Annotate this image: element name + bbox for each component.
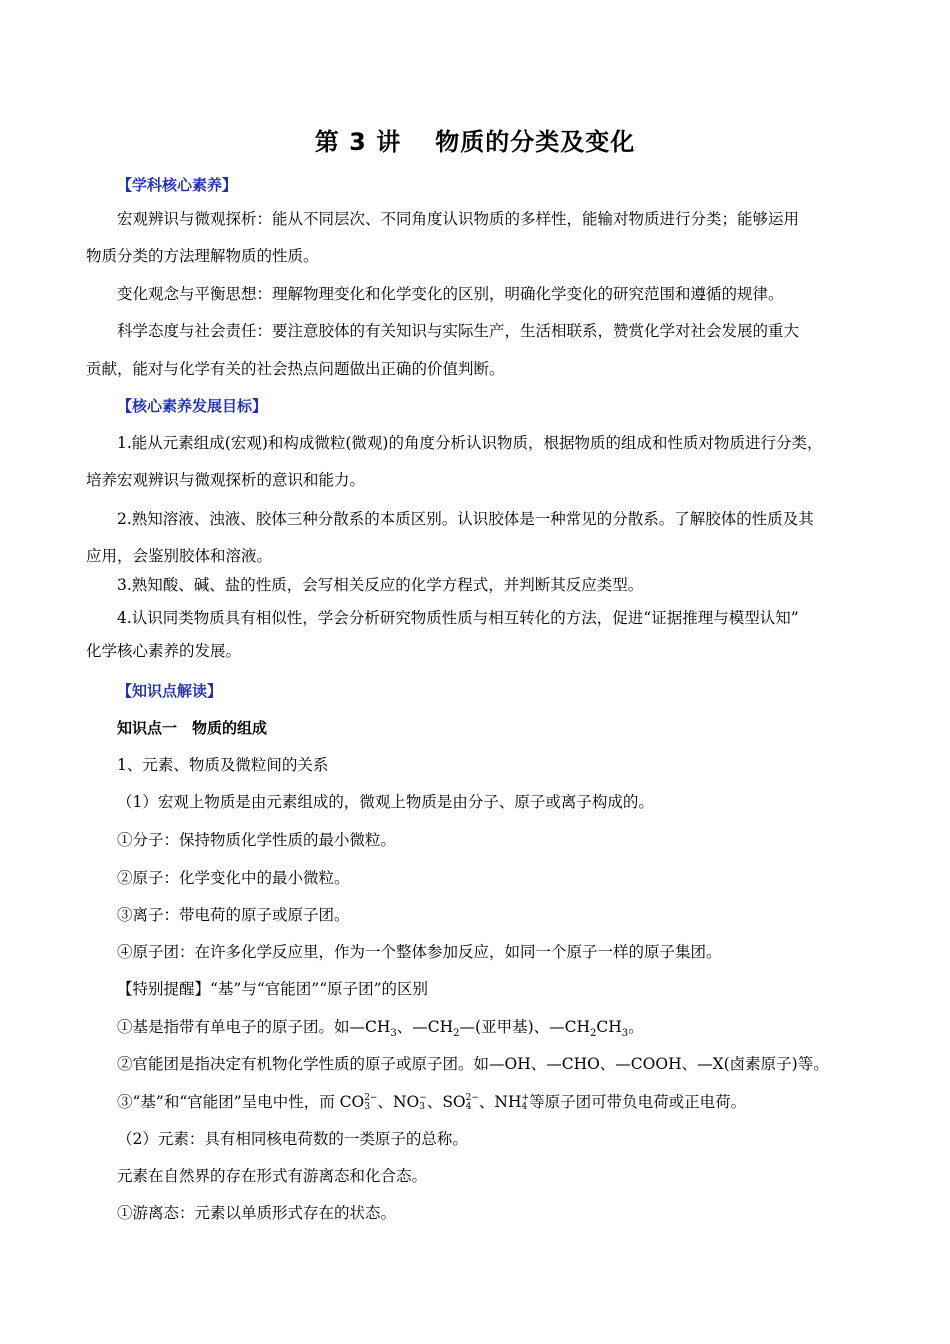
core-literacy-p2: 变化观念与平衡思想：理解物理变化和化学变化的区别，明确化学变化的研究范围和遵循的规律。 (117, 285, 784, 303)
knowledge-item-2: （2）元素：具有相同核电荷数的一类原子的总称。 (117, 1130, 468, 1148)
tip-1-sub-2: 2 (453, 1028, 460, 1040)
nitrate-ion-charge: − 3 (419, 1093, 427, 1112)
lecture-topic: 物质的分类及变化 (435, 128, 636, 156)
goal-3: 3.熟知酸、碱、盐的性质，会写相关反应的化学方程式，并判断其反应类型。 (117, 576, 644, 594)
tip-1-sub-1: 3 (390, 1028, 397, 1040)
tip-line-3 (117, 1090, 746, 1114)
ammonium-ion-charge: + 4 (521, 1093, 530, 1112)
tip-1-sub-3: 2 (590, 1028, 597, 1040)
tip-3-text-a: ③“基”和“官能团”呈电中性，而 CO (117, 1093, 365, 1111)
tip-3-text-b: 、NO (377, 1093, 420, 1111)
page-title (0, 122, 950, 157)
goal-1-line2: 培养宏观辨识与微观探析的意识和能力。 (86, 471, 366, 489)
core-literacy-p3-line1: 科学态度与社会责任：要注意胶体的有关知识与实际生产，生活相联系，赞赏化学对社会发展的重大 (117, 322, 800, 340)
goal-1-line1: 1.能从元素组成(宏观)和构成微粒(微观)的角度分析认识物质，根据物质的组成和性质对物质进行分类， (117, 434, 823, 452)
tip-1-sub-4: 3 (621, 1028, 629, 1040)
goal-2-line2: 应用，会鉴别胶体和溶液。 (86, 547, 273, 565)
knowledge-c3: ③离子：带电荷的原子或原子团。 (117, 906, 350, 924)
tip-line-2: ②官能团是指决定有机物化学性质的原子或原子团。如—OH、—CHO、—COOH、—X(卤素原子)等。 (117, 1055, 829, 1073)
core-literacy-p1-line1: 宏观辨识与微观探析：能从不同层次、不同角度认识物质的多样性，能输对物质进行分类；能够运用 (117, 210, 800, 228)
tip-1-text-a: ①基是指带有单电子的原子团。如—CH (117, 1018, 391, 1036)
knowledge-sub-1: 1、元素、物质及微粒间的关系 (117, 756, 329, 774)
goal-2-line1: 2.熟知溶液、浊液、胶体三种分散系的本质区别。认识胶体是一种常见的分散系。了解胶体的性质及其 (117, 510, 814, 528)
free-state: ①游离态：元素以单质形式存在的状态。 (117, 1204, 397, 1222)
knowledge-c1: ①分子：保持物质化学性质的最小微粒。 (117, 831, 397, 849)
carbonate-ion-charge: 2− 3 (364, 1093, 378, 1112)
tip-3-text-d: 、NH (478, 1093, 522, 1111)
knowledge-c4: ④原子团：在许多化学反应里，作为一个整体参加反应，如同一个原子一样的原子集团。 (117, 943, 722, 961)
tip-3-text-e: 等原子团可带负电荷或正电荷。 (529, 1093, 747, 1111)
sulfate-ion-charge: 2− 4 (465, 1093, 479, 1112)
tip-3-text-c: 、SO (426, 1093, 466, 1111)
core-literacy-p1-line2: 物质分类的方法理解物质的性质。 (86, 247, 319, 265)
knowledge-item-1: （1）宏观上物质是由元素组成的，微观上物质是由分子、原子或离子构成的。 (117, 793, 654, 811)
knowledge-c2: ②原子：化学变化中的最小微粒。 (117, 869, 350, 887)
tip-1-text-c: —(亚甲基)、—CH (459, 1018, 591, 1036)
tip-1-text-b: 、—CH (396, 1018, 454, 1036)
core-literacy-p3-line2: 贡献，能对与化学有关的社会热点问题做出正确的价值判断。 (86, 360, 505, 378)
special-tip: 【特别提醒】“基”与“官能团”“原子团”的区别 (117, 980, 429, 998)
core-literacy-heading: 【学科核心素养】 (117, 176, 238, 194)
tip-line-1 (117, 1015, 644, 1046)
knowledge-point-1: 知识点一 物质的组成 (117, 719, 268, 737)
goals-heading: 【核心素养发展目标】 (117, 397, 268, 415)
knowledge-heading: 【知识点解读】 (117, 682, 223, 700)
tip-1-text-d: CH (596, 1018, 622, 1036)
element-existence: 元素在自然界的存在形式有游离态和化合态。 (117, 1167, 428, 1185)
lecture-number: 第 3 讲 (314, 128, 402, 156)
goal-4-line1: 4.认识同类物质具有相似性，学会分析研究物质性质与相互转化的方法，促进“证据推理与模型认知” (117, 609, 799, 627)
tip-1-text-e: 。 (628, 1018, 644, 1036)
goal-4-line2: 化学核心素养的发展。 (86, 642, 242, 660)
